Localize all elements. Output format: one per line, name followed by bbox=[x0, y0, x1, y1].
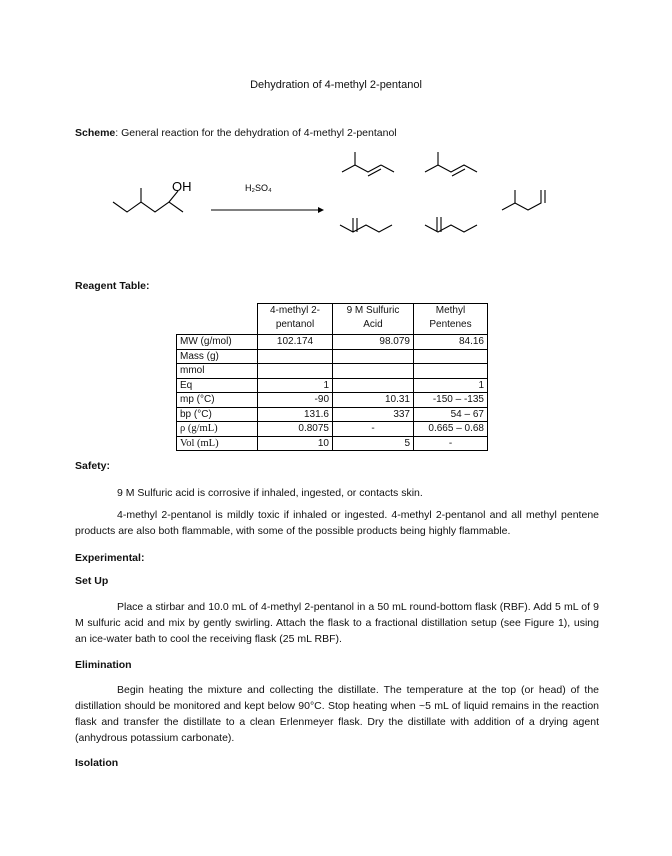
scheme-label: Scheme bbox=[75, 127, 116, 139]
row-label: mp (°C) bbox=[177, 393, 258, 408]
product-structure-2 bbox=[425, 152, 477, 176]
product-structure-3 bbox=[502, 190, 545, 210]
table-cell: - bbox=[414, 436, 488, 451]
row-label: Eq bbox=[177, 378, 258, 393]
row-label: mmol bbox=[177, 364, 258, 379]
table-cell: 0.665 – 0.68 bbox=[414, 422, 488, 437]
table-cell: - bbox=[333, 422, 414, 437]
table-cell: 5 bbox=[333, 436, 414, 451]
table-cell: 102.174 bbox=[258, 335, 333, 350]
table-row bbox=[177, 436, 488, 451]
row-label: ρ (g/mL) bbox=[177, 422, 258, 437]
table-row bbox=[177, 364, 488, 379]
header-pentenes: Methyl Pentenes bbox=[414, 304, 488, 335]
row-label: Mass (g) bbox=[177, 349, 258, 364]
table-cell bbox=[333, 364, 414, 379]
product-structure-5 bbox=[425, 217, 477, 232]
safety-heading: Safety: bbox=[75, 460, 111, 472]
scheme-text: : General reaction for the dehydration of 4-methyl 2-pentanol bbox=[115, 127, 397, 139]
table-cell: 1 bbox=[258, 378, 333, 393]
isolation-heading: Isolation bbox=[75, 757, 119, 769]
table-row bbox=[177, 378, 488, 393]
header-acid: 9 M Sulfuric Acid bbox=[333, 304, 414, 335]
table-cell bbox=[258, 349, 333, 364]
reagent-table-header-row bbox=[177, 304, 488, 335]
experimental-heading: Experimental: bbox=[75, 552, 145, 564]
reagent-label: H₂SO₄ bbox=[245, 183, 272, 193]
elimination-paragraph: Begin heating the mixture and collecting the distillate. The temperature at the top (or head) of the distillation should be monitored and kept below 90°C. Stop heating when ~5 mL of liquid remains in the reaction flask and transfer the distillate to a clean Erlenmeyer flask. Dry the distillate with addition of a drying agent (anhydrous potassium carbonate). bbox=[75, 684, 599, 744]
header-alcohol: 4-methyl 2- pentanol bbox=[258, 304, 333, 335]
table-cell: 131.6 bbox=[258, 407, 333, 422]
row-label: bp (°C) bbox=[177, 407, 258, 422]
reactant-chain bbox=[113, 202, 183, 212]
product-structure-4 bbox=[340, 218, 392, 232]
table-cell bbox=[333, 349, 414, 364]
table-cell bbox=[258, 364, 333, 379]
table-cell: -90 bbox=[258, 393, 333, 408]
reaction-scheme bbox=[0, 0, 672, 260]
table-row bbox=[177, 422, 488, 437]
table-cell: 98.079 bbox=[333, 335, 414, 350]
table-cell bbox=[333, 378, 414, 393]
table-cell: 54 – 67 bbox=[414, 407, 488, 422]
table-row bbox=[177, 407, 488, 422]
header-empty bbox=[177, 304, 258, 335]
safety-paragraph-1: 9 M Sulfuric acid is corrosive if inhaled, ingested, or contacts skin. bbox=[117, 487, 423, 499]
safety-paragraph-2: 4-methyl 2-pentanol is mildly toxic if inhaled or ingested. 4-methyl 2-pentanol and all methyl pentene products are also both flammable, with some of the possible products being highly flammable. bbox=[75, 509, 599, 537]
elimination-heading: Elimination bbox=[75, 659, 132, 671]
row-label: Vol (mL) bbox=[177, 436, 258, 451]
table-cell: 10.31 bbox=[333, 393, 414, 408]
table-row bbox=[177, 349, 488, 364]
product-structure-1 bbox=[342, 152, 394, 176]
setup-paragraph: Place a stirbar and 10.0 mL of 4-methyl 2-pentanol in a 50 mL round-bottom flask (RBF). Add 5 mL of 9 M sulfuric acid and mix by gently swirling. Attach the flask to a fractional distillation setup (see Figure 1), using an ice-water bath to cool the receiving flask (25 mL RBF). bbox=[75, 601, 599, 645]
table-row bbox=[177, 393, 488, 408]
table-cell bbox=[414, 349, 488, 364]
table-cell: -150 – -135 bbox=[414, 393, 488, 408]
reagent-table bbox=[176, 303, 488, 451]
table-cell: 10 bbox=[258, 436, 333, 451]
reaction-arrowhead bbox=[318, 207, 324, 213]
table-cell: 84.16 bbox=[414, 335, 488, 350]
table-cell: 337 bbox=[333, 407, 414, 422]
table-cell bbox=[414, 364, 488, 379]
page-title: Dehydration of 4-methyl 2-pentanol bbox=[250, 79, 422, 91]
table-cell: 1 bbox=[414, 378, 488, 393]
row-label: MW (g/mol) bbox=[177, 335, 258, 350]
table-cell: 0.8075 bbox=[258, 422, 333, 437]
reactant-oh-label: OH bbox=[172, 179, 192, 194]
reagent-table-heading: Reagent Table: bbox=[75, 280, 150, 292]
table-row bbox=[177, 335, 488, 350]
setup-heading: Set Up bbox=[75, 575, 109, 587]
